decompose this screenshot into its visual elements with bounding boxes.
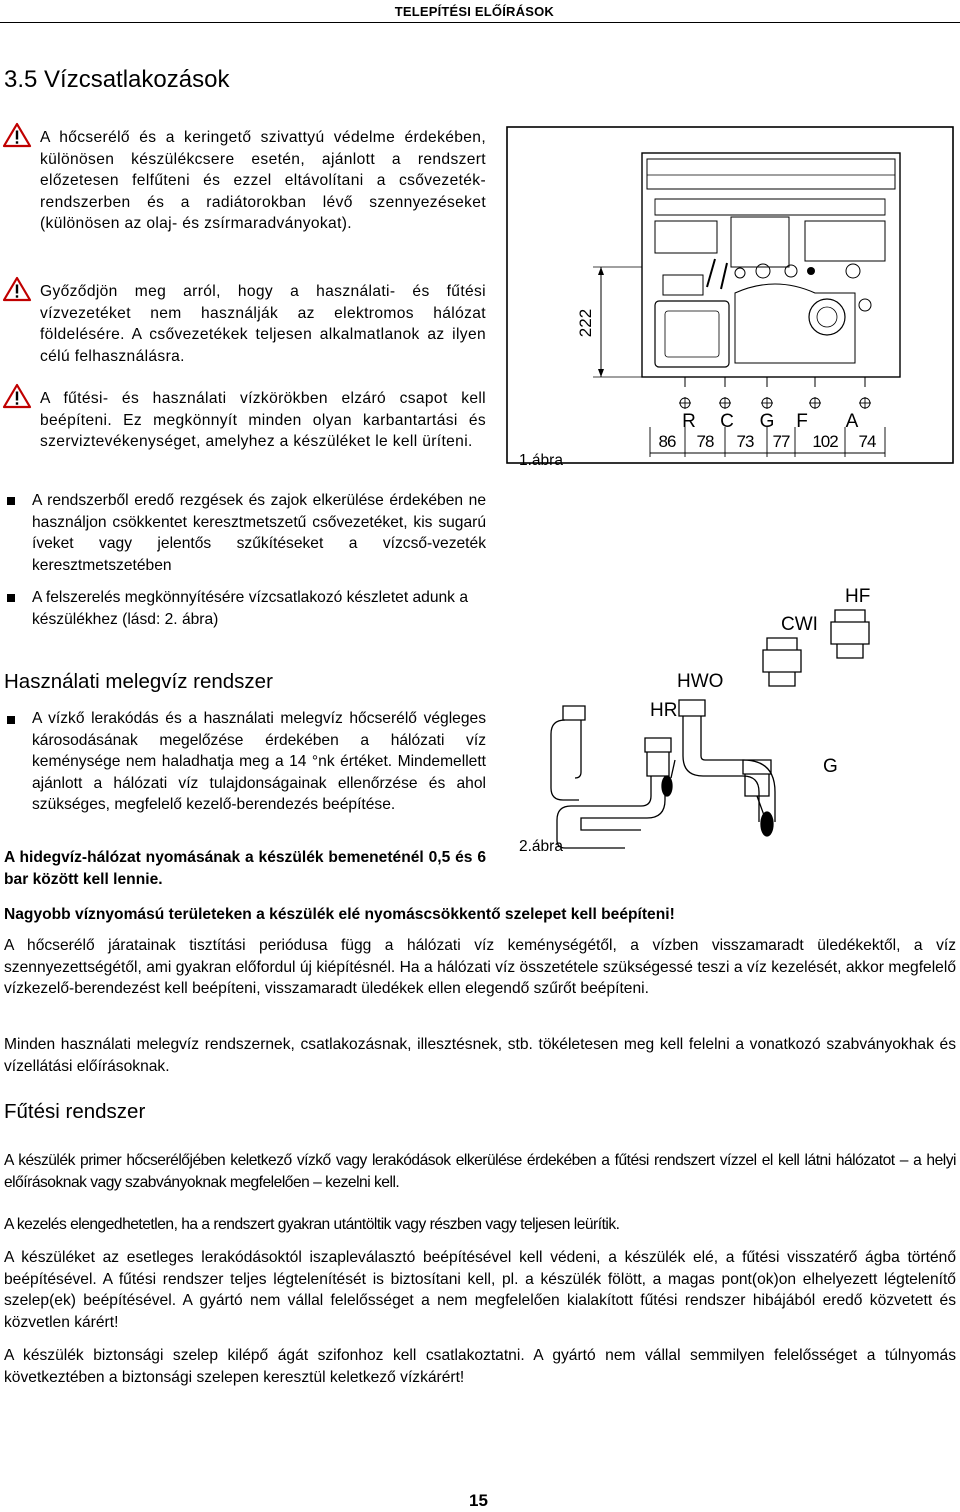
dhw-hardness-text: A vízkő lerakódás és a használati melegvíz hőcserélő végleges károsodásának megelőzése érdekében a hálózati víz keménysége nem haladhatja meg a 14 °nk értéket. Mindemellett ajánlott a hálózati víz tulajdonságainak ellenőrzése és ahol szükséges, megfelelő kezelő-berendezés beépítése. [32,710,486,813]
heating-heading: Fűtési rendszer [4,1100,146,1123]
figure1-caption: 1.ábra [519,452,563,469]
reducer-note: Nagyobb víznyomású területeken a készülék elé nyomáscsökkentő szelepet kell beépíteni! [4,906,675,923]
label-hwo: HWO [677,671,724,692]
warning-icon [2,276,32,302]
height-dimension-label: 222 [576,308,595,338]
warning-text-3: A fűtési- és használati vízkörökben elzáró csapot kell beépíteni. Ez megkönnyít minden olyan karbantartási és szerviztevékenységet, amelyhez a készüléket le kell üríteni. [40,390,486,450]
dhw-paragraph-1: A hőcserélő járatainak tisztítási periódusa függ a hálózati víz keménységétől, a vízben visszamaradt üledékektől, a víz szennyezettségétől, ami gyakran előfordul új kiépítésnél. Ha a hálózati víz összetétele szükségessé teszi a víz kezelését, akkor megfelelő vízkezelő-berendezést kell beépíteni, visszamaradt üledékek ellen elegendő szűrőt beépíteni. [4,937,956,997]
bullet-marker [7,716,15,724]
section-title: 3.5 Vízcsatlakozások [4,66,230,93]
boiler-bottom-view-figure [505,125,955,465]
dim-86: 86 [658,432,676,451]
label-cwi: CWI [781,614,818,635]
bullet-marker [7,594,15,602]
warning-text-1: A hőcserélő és a keringető szivattyú védelme érdekében, különösen készülékcsere esetén, ajánlott a rendszert előzetesen felfűteni és ezzel eltávolítani a csővezeték-rendszerben és a radiátorokban lévő szennyezéseket (különösen az olaj- és zsírmaradványokat). [40,129,486,232]
dim-78: 78 [696,432,714,451]
dim-74: 74 [858,432,876,451]
conn-label-a: A [845,411,859,432]
conn-label-g: G [759,411,775,432]
heating-paragraph-4: A készülék biztonsági szelep kilépő ágát szifonhoz kell csatlakoztatni. A gyártó nem vállal semmilyen felelősséget a túlnyomás következtében a biztonsági szelepen keresztül keletkező vízkárért! [4,1347,956,1386]
header-rule [0,22,960,23]
running-header: TELEPÍTÉSI ELŐÍRÁSOK [394,4,554,19]
dhw-paragraph-2: Minden használati melegvíz rendszernek, csatlakozásnak, illesztésnek, stb. tökéletesen meg kell felelni a vonatkozó szabványokhak és vízellátási előírásoknak. [4,1036,956,1075]
bullet-text-vibration: A rendszerből eredő rezgések és zajok elkerülése érdekében ne használjon csökkentet keresztmetszetű csővezetéket, kis sugarú íveket vagy jelentős szűkítéseket a vízcső-vezeték keresztmetszetében [32,492,486,574]
connection-kit-figure [505,580,885,870]
bullet-text-kit: A felszerelés megkönnyítésére vízcsatlakozó készletet adunk a készülékhez (lásd: 2. ábra) [32,589,468,628]
heating-paragraph-3: A készüléket az esetleges lerakódásoktól iszapleválasztó beépítésével kell védeni, a készülék elé, a fűtési visszatérő ágba történő beépítésével. A fűtési rendszer teljes légtelenítését is biztosítani kell, pl. a készülék fölött, a magas pont(ok)on elhelyezett légtelenítő szelep(ek) beépítésével. A gyártó nem vállal felelősséget a nem megfelelően kialakított fűtési rendszer hibájából eredő közvetett és közvetlen kárért! [4,1249,956,1331]
heating-paragraph-2: A kezelés elengedhetetlen, ha a rendszert gyakran utántöltik vagy részben vagy teljesen leürítik. [4,1216,620,1233]
dhw-heading: Használati melegvíz rendszer [4,670,273,693]
heating-paragraph-1: A készülék primer hőcserélőjében keletkező vízkő vagy lerakódások elkerülése érdekében a fűtési rendszert vízzel el kell látni hálózatot – a helyi előírásoknak vagy szabványoknak megfelelően – kezelni kell. [4,1152,956,1191]
conn-label-r: R [682,411,696,432]
warning-text-2: Győződjön meg arról, hogy a használati- és fűtési vízvezetéket nem használják az elektromos hálózat földelésére. A csővezetékek teljesen alkalmatlanok az ilyen célú felhasználásra. [40,283,486,365]
figure2-caption: 2.ábra [519,838,563,855]
label-hr: HR [650,700,678,721]
conn-label-c: C [720,411,734,432]
bullet-marker [7,497,15,505]
label-hf: HF [845,586,871,607]
dim-102: 102 [812,432,838,451]
label-g: G [823,756,838,777]
dim-73: 73 [736,432,754,451]
conn-label-f: F [796,411,808,432]
warning-icon [2,122,32,148]
dim-77: 77 [772,432,790,451]
page-number: 15 [469,1491,488,1510]
pressure-note: A hidegvíz-hálózat nyomásának a készülék bemeneténél 0,5 és 6 bar között kell lennie. [4,849,486,888]
warning-icon [2,383,32,409]
